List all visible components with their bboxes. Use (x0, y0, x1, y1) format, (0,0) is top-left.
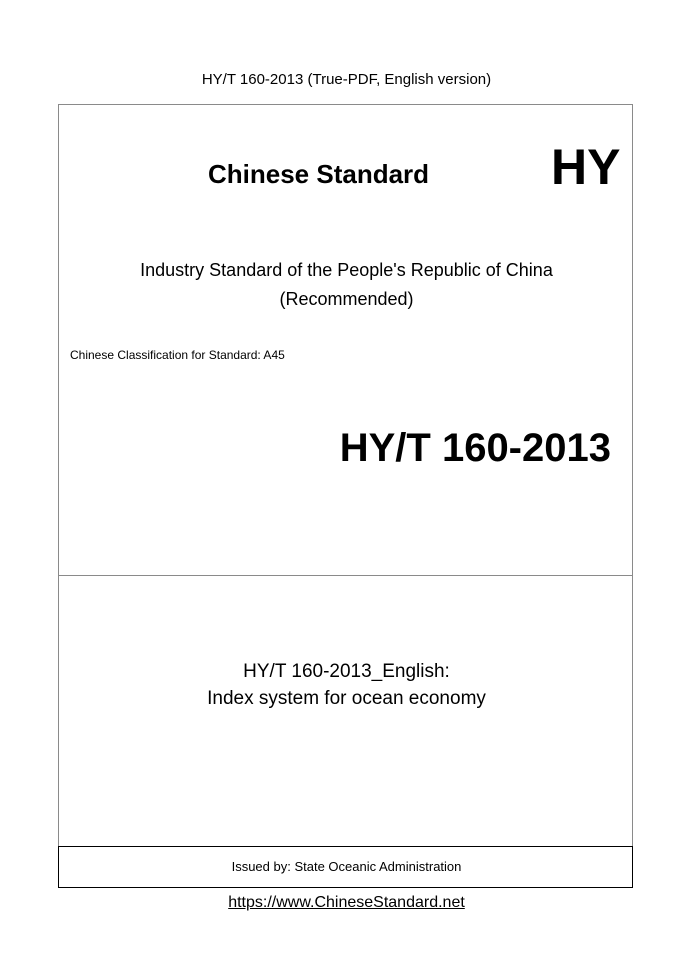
document-title-code: HY/T 160-2013_English: (243, 661, 450, 682)
recommended-label: (Recommended) (279, 289, 414, 309)
standard-code-badge: HY (551, 139, 621, 195)
document-title-name: Index system for ocean economy (207, 688, 486, 709)
document-header: HY/T 160-2013 (True-PDF, English version) (201, 71, 492, 88)
standard-number: HY/T 160-2013 (339, 426, 611, 470)
industry-standard-subtitle: Industry Standard of the People's Republic of China (140, 260, 553, 280)
classification-label: Chinese Classification for Standard: A45 (70, 348, 285, 362)
website-link[interactable]: https://www.ChineseStandard.net (228, 894, 465, 911)
standard-title: Chinese Standard (208, 159, 430, 189)
issuer-text: Issued by: State Oceanic Administration (231, 859, 462, 874)
